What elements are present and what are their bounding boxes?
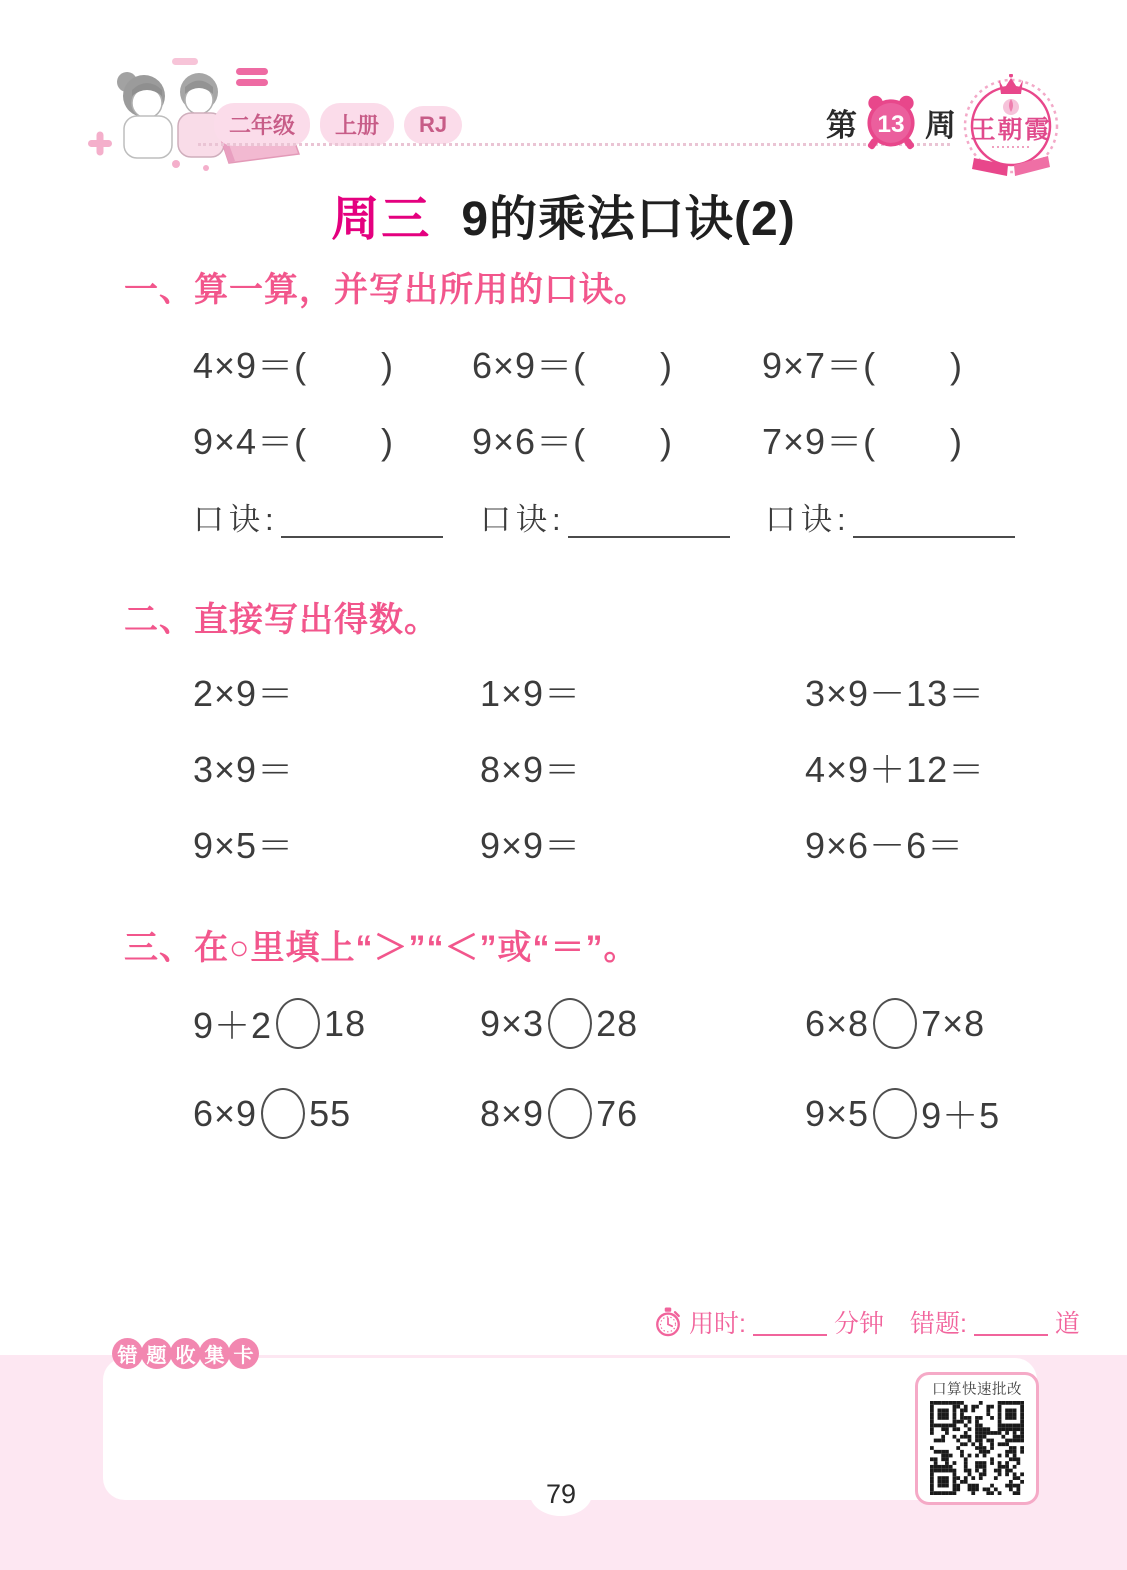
qr-code <box>918 1401 1036 1495</box>
comparison-left: 6×8 <box>805 1002 870 1044</box>
comparison-right: 76 <box>596 1092 639 1134</box>
week-badge <box>826 92 956 152</box>
week-suffix: 周 <box>925 107 956 143</box>
equation: 7×9＝( ) <box>762 421 964 462</box>
equation: 9×6－6＝ <box>805 825 965 866</box>
title-weekday: 周三 <box>331 193 432 246</box>
equation: 3×9＝ <box>193 749 295 790</box>
card-label-char: 收 <box>170 1338 201 1369</box>
stopwatch-icon <box>654 1306 682 1338</box>
card-label-char: 卡 <box>228 1338 259 1369</box>
comparison-item <box>193 1088 351 1139</box>
equation: 9×6＝( ) <box>472 421 674 462</box>
comparison-left: 8×9 <box>480 1092 545 1134</box>
volume-label: 上册 <box>320 103 394 146</box>
card-label-char: 错 <box>112 1338 143 1369</box>
timer-row <box>654 1304 1080 1340</box>
qr-caption: 口算快速批改 <box>932 1382 1022 1398</box>
logo-name: 王朝霞 <box>970 116 1052 144</box>
card-label-char: 集 <box>199 1338 230 1369</box>
formula-blank <box>765 494 1015 539</box>
equation: 4×9＝( ) <box>193 345 395 386</box>
equation: 9×5＝ <box>193 825 295 866</box>
equation: 9×4＝( ) <box>193 421 395 462</box>
comparison-circle <box>548 1088 592 1139</box>
equation: 2×9＝ <box>193 673 295 714</box>
card-label-char: 题 <box>141 1338 172 1369</box>
brand-logo <box>956 74 1066 182</box>
time-label: 用时: <box>689 1310 746 1338</box>
comparison-right: 18 <box>324 1002 367 1044</box>
comparison-right: 55 <box>309 1092 352 1134</box>
page-title <box>0 180 1127 249</box>
comparison-circle <box>261 1088 305 1139</box>
comparison-item <box>480 1088 638 1139</box>
page-number: 79 <box>545 1478 577 1509</box>
comparison-left: 9×5 <box>805 1092 870 1134</box>
comparison-left: 9×3 <box>480 1002 545 1044</box>
page-number-bubble <box>530 1472 592 1516</box>
comparison-circle <box>873 998 917 1049</box>
alarm-clock-icon <box>862 92 920 152</box>
equation: 3×9－13＝ <box>805 673 986 714</box>
time-blank <box>753 1309 827 1336</box>
comparison-item <box>805 1088 1000 1139</box>
equation: 9×7＝( ) <box>762 345 964 386</box>
grade-label: 二年级 <box>214 103 310 146</box>
wrong-blank <box>974 1309 1048 1336</box>
formula-label: 口诀: <box>480 502 566 537</box>
equation: 1×9＝ <box>480 673 582 714</box>
comparison-circle <box>873 1088 917 1139</box>
qr-panel <box>915 1372 1039 1505</box>
comparison-left: 6×9 <box>193 1092 258 1134</box>
formula-label: 口诀: <box>193 502 279 537</box>
equation: 8×9＝ <box>480 749 582 790</box>
formula-blank <box>480 494 730 539</box>
comparison-right: 28 <box>596 1002 639 1044</box>
equation: 6×9＝( ) <box>472 345 674 386</box>
comparison-item <box>805 998 985 1049</box>
week-number: 13 <box>877 110 905 138</box>
equation: 9×9＝ <box>480 825 582 866</box>
week-prefix: 第 <box>826 107 857 143</box>
time-unit: 分钟 <box>833 1310 884 1338</box>
formula-label: 口诀: <box>765 502 851 537</box>
comparison-item <box>480 998 638 1049</box>
section2-heading: 二、直接写出得数。 <box>124 601 439 639</box>
formula-blank <box>193 494 443 539</box>
section1-heading: 一、算一算，并写出所用的口诀。 <box>124 271 649 309</box>
formula-answer-line <box>853 505 1015 538</box>
comparison-circle <box>276 998 320 1049</box>
section3-heading: 三、在○里填上“＞”“＜”或“＝”。 <box>124 929 639 967</box>
mistake-card-label <box>112 1338 257 1369</box>
header-edition-bubbles <box>214 103 472 146</box>
title-text: 9的乘法口诀(2) <box>461 193 796 246</box>
comparison-right: 9＋5 <box>921 1095 1001 1136</box>
comparison-item <box>193 998 366 1049</box>
equation: 4×9＋12＝ <box>805 749 986 790</box>
wrong-unit: 道 <box>1054 1310 1080 1338</box>
comparison-circle <box>548 998 592 1049</box>
formula-answer-line <box>568 505 730 538</box>
edition-label: RJ <box>404 106 462 144</box>
comparison-right: 7×8 <box>921 1002 986 1044</box>
formula-answer-line <box>281 505 443 538</box>
comparison-left: 9＋2 <box>193 1005 273 1046</box>
wrong-label: 错题: <box>909 1310 967 1338</box>
